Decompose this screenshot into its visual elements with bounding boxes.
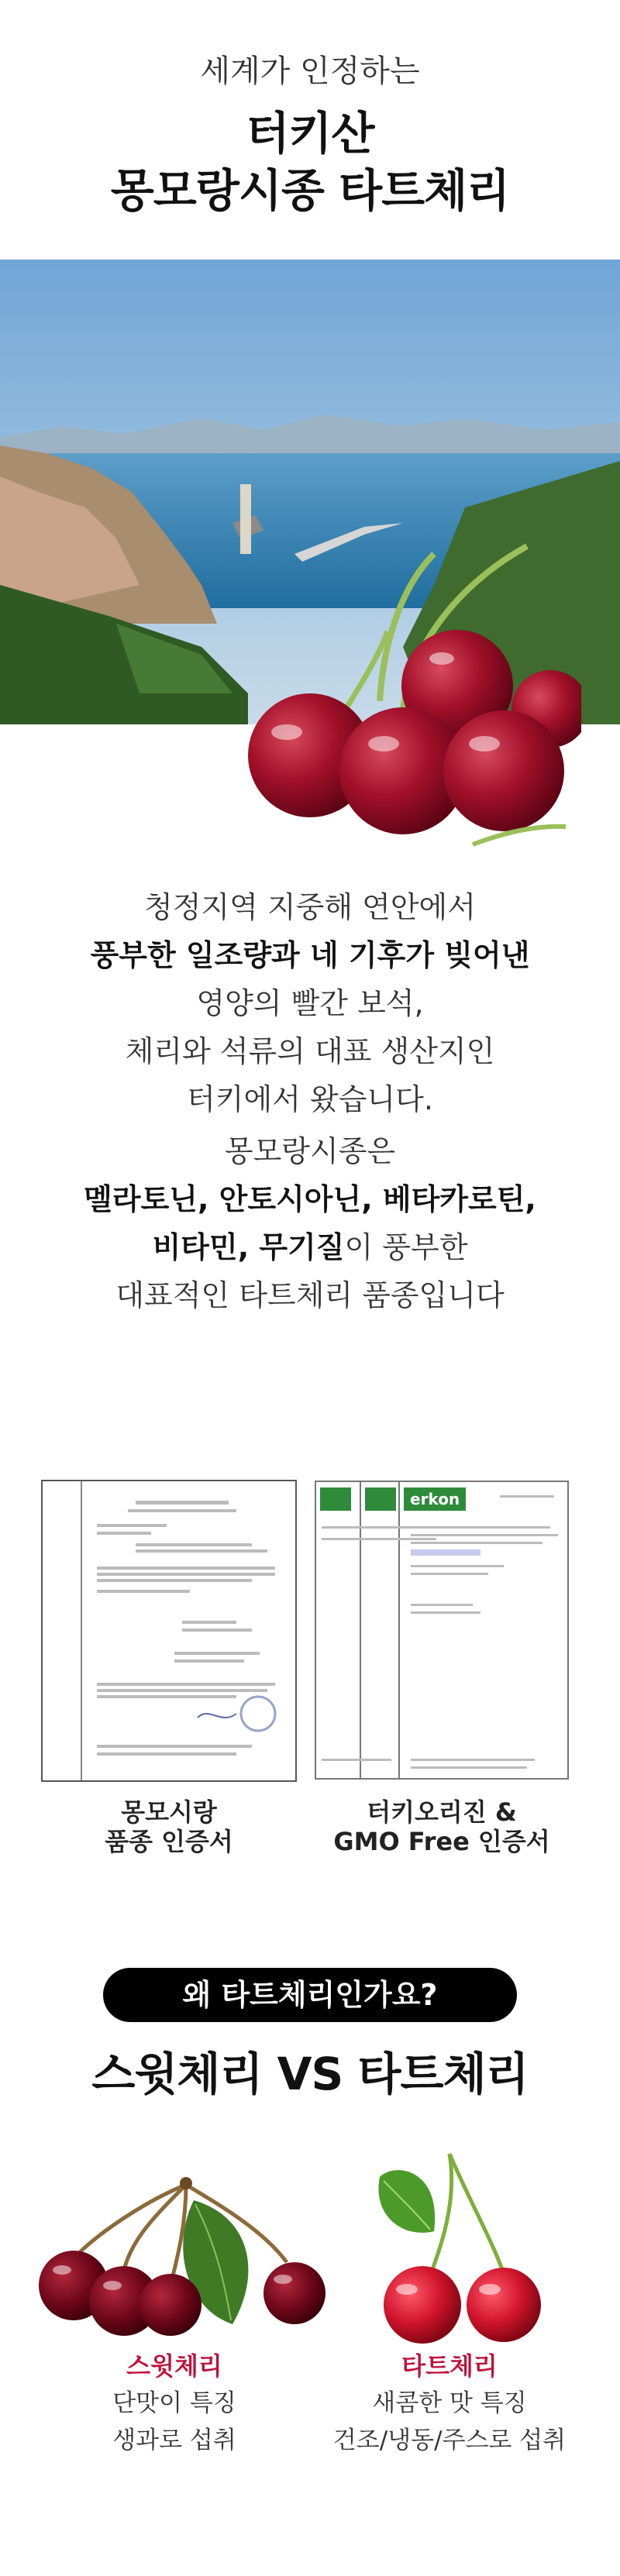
intro-paragraph — [0, 883, 620, 1123]
intro-line-3: 영양의 빨간 보석, — [196, 986, 424, 1020]
certificate-caption-variety: 몽모시랑 품종 인증서 — [105, 1797, 233, 1856]
tart-cherry-trait: 새콤한 맛 특징 — [372, 2389, 527, 2417]
variety-line-4: 대표적인 타트체리 품종입니다 — [115, 1278, 505, 1312]
intro-line-2: 풍부한 일조량과 네 기후가 빚어낸 — [90, 938, 530, 972]
variety-certificate-image — [41, 1480, 297, 1782]
hero-title-line1: 터키산 — [246, 107, 374, 160]
tart-cherry-usage: 건조/냉동/주스로 섭취 — [332, 2426, 567, 2454]
intro-line-4: 체리와 석류의 대표 생산지인 — [125, 1034, 495, 1068]
origin-gmo-certificate-image — [314, 1480, 570, 1782]
variety-line-1: 몽모랑시종은 — [224, 1134, 396, 1168]
sweet-cherries-illustration — [31, 2154, 341, 2340]
svg-text:erkon: erkon — [410, 1490, 460, 1508]
hero-kicker: 세계가 인정하는 — [200, 53, 420, 89]
why-tart-cherry-pill: 왜 타트체리인가요? — [103, 1968, 517, 2022]
certificate-caption-origin-gmo: 터키오리진 & GMO Free 인증서 — [333, 1797, 550, 1856]
variety-paragraph — [0, 1127, 620, 1319]
hero-title-line2: 몽모랑시종 타트체리 — [110, 164, 510, 217]
tart-cherries-comparison-illustration — [349, 2138, 581, 2347]
sweet-cherry-trait: 단맛이 특징 — [112, 2389, 236, 2417]
variety-line-2: 멜라토닌, 안토시아닌, 베타카로틴, — [84, 1182, 536, 1216]
hero-title — [0, 105, 620, 219]
tart-cherry-name: 타트체리 — [401, 2351, 498, 2381]
variety-line-3: 비타민, 무기질이 풍부한 — [152, 1230, 468, 1264]
comparison-title: 스윗체리 VS 타트체리 — [91, 2048, 529, 2100]
sweet-cherry-name: 스윗체리 — [126, 2351, 222, 2381]
sweet-cherry-column — [19, 2347, 329, 2459]
sweet-cherry-usage: 생과로 섭취 — [112, 2426, 236, 2454]
intro-line-1: 청정지역 지중해 연안에서 — [144, 890, 476, 924]
tart-cherries-illustration — [225, 538, 581, 864]
tart-cherry-column — [294, 2347, 604, 2459]
intro-line-5: 터키에서 왔습니다. — [187, 1082, 433, 1116]
